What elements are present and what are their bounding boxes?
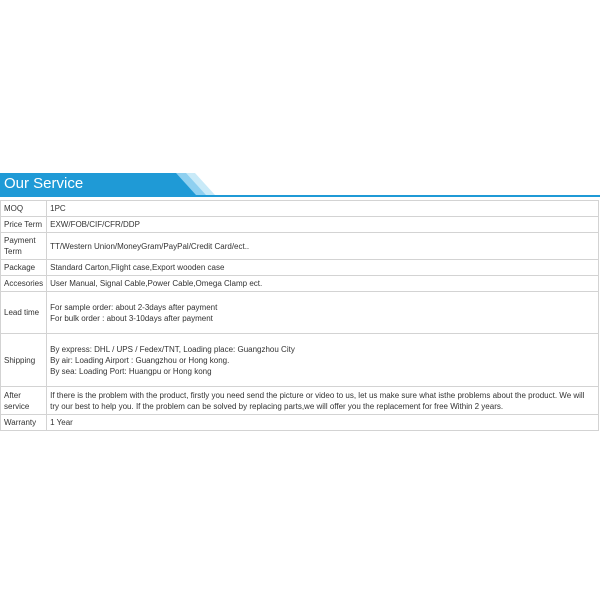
row-value-line: TT/Western Union/MoneyGram/PayPal/Credit Card/ect.. (50, 241, 250, 251)
table-row-shipping (1, 334, 599, 387)
section-header-banner (0, 173, 215, 195)
row-value-line: By express: DHL / UPS / Fedex/TNT, Loading place: Guangzhou City (50, 344, 295, 354)
row-value-line: For bulk order : about 3-10days after payment (50, 313, 213, 323)
row-value-line: Standard Carton,Flight case,Export wooden case (50, 263, 225, 272)
table-row-warranty (1, 415, 599, 431)
table-row-lead-time (1, 292, 599, 334)
row-value (47, 387, 599, 415)
row-value (47, 276, 599, 292)
row-label: After service (1, 387, 47, 415)
table-row-accessories (1, 276, 599, 292)
row-value-line: 1 Year (50, 418, 73, 427)
row-value-line: By air: Loading Airport : Guangzhou or Hong kong. (50, 355, 230, 365)
service-table (0, 200, 599, 431)
row-value (47, 201, 599, 217)
row-value-line: For sample order: about 2-3days after payment (50, 302, 218, 312)
row-label: Price Term (1, 217, 47, 233)
table-row-price-term (1, 217, 599, 233)
table-row-payment-term (1, 233, 599, 260)
row-label: MOQ (1, 201, 47, 217)
row-label: Accesories (1, 276, 47, 292)
row-value-line: By sea: Loading Port: Huangpu or Hong kong (50, 366, 212, 376)
row-value (47, 233, 599, 260)
row-value (47, 415, 599, 431)
table-row-package (1, 260, 599, 276)
row-label: Shipping (1, 334, 47, 387)
table-row-moq (1, 201, 599, 217)
row-value (47, 217, 599, 233)
row-value (47, 334, 599, 387)
row-label: Payment Term (1, 233, 47, 260)
row-value-line: EXW/FOB/CIF/CFR/DDP (50, 220, 140, 229)
row-value-line: User Manual, Signal Cable,Power Cable,Omega Clamp ect. (50, 279, 263, 288)
row-label: Package (1, 260, 47, 276)
row-label: Warranty (1, 415, 47, 431)
table-row-after-service (1, 387, 599, 415)
row-value (47, 260, 599, 276)
section-title: Our Service (4, 175, 84, 192)
row-label: Lead time (1, 292, 47, 334)
banner-underline (0, 195, 600, 197)
row-value-line: 1PC (50, 204, 66, 213)
row-value (47, 292, 599, 334)
row-value-line: If there is the problem with the product, firstly you need send the picture or video to us, let us make sure what isthe problems about the product. We will try our best to help you. If the problem can be solved by replacing parts,we will offer you the replacement for free Within 2 years. (50, 390, 585, 411)
